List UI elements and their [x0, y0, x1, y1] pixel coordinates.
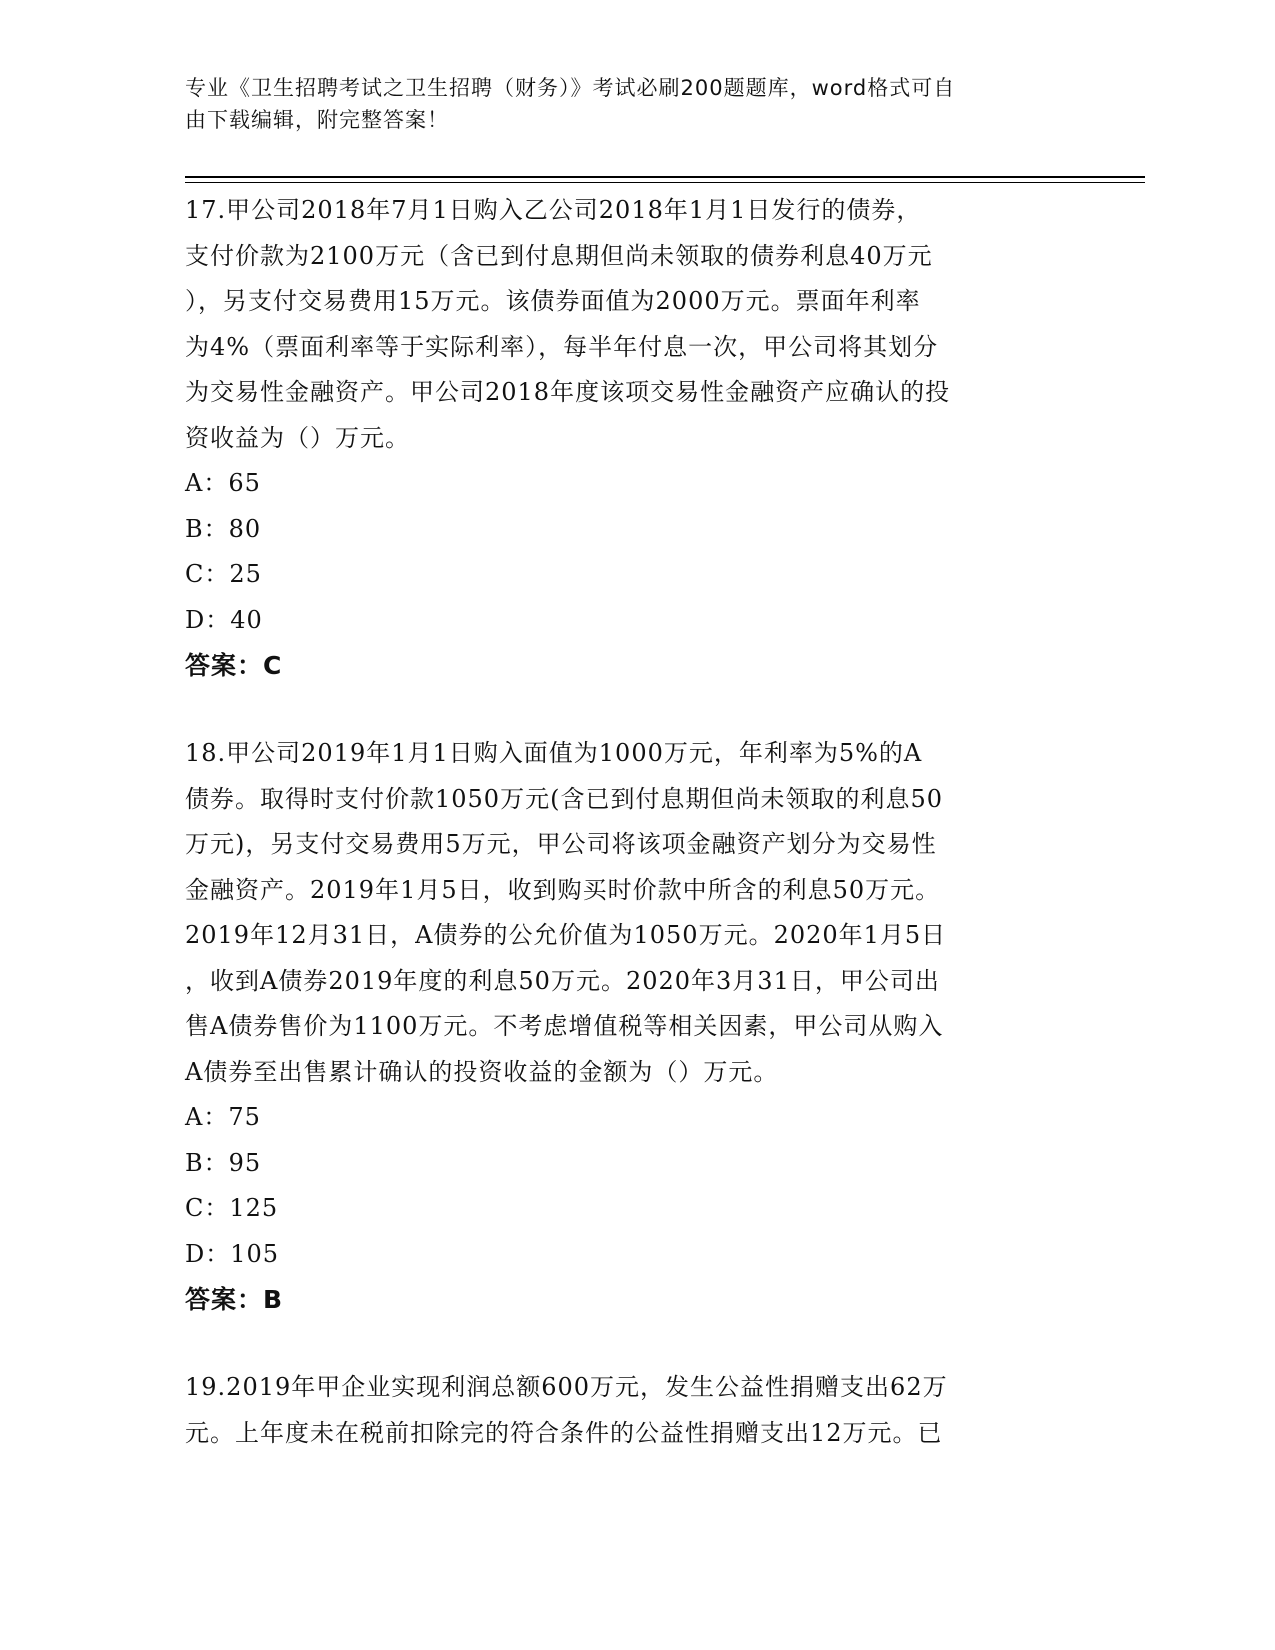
question-text-line: 售A债券售价为1100万元。不考虑增值税等相关因素，甲公司从购入 [185, 1012, 944, 1040]
question-18 [185, 731, 1085, 1323]
question-text-line: 2019年12月31日，A债券的公允价值为1050万元。2020年1月5日 [185, 921, 947, 949]
question-text-line: 资收益为（）万元。 [185, 423, 410, 452]
answer: 答案：C [185, 651, 283, 680]
option-a: A：75 [185, 1103, 261, 1131]
option-d: D：40 [185, 605, 263, 634]
question-text-line: 为交易性金融资产。甲公司2018年度该项交易性金融资产应确认的投 [185, 378, 951, 406]
question-text-line: 支付价款为2100万元（含已到付息期但尚未领取的债券利息40万元 [185, 241, 933, 270]
option-c: C：25 [185, 560, 262, 588]
question-text-line: 债券。取得时支付价款1050万元(含已到付息期但尚未领取的利息50 [185, 784, 943, 813]
answer: 答案：B [185, 1285, 284, 1314]
header-divider-thick [185, 176, 1145, 178]
question-17 [185, 188, 1085, 689]
header-line-1: 专业《卫生招聘考试之卫生招聘（财务）》考试必刷200题题库，word格式可自 [185, 76, 956, 100]
option-b: B：80 [185, 514, 262, 543]
question-19 [185, 1365, 1085, 1456]
question-text-line: 17.甲公司2018年7月1日购入乙公司2018年1月1日发行的债券， [185, 196, 922, 224]
question-text-line: 元。上年度未在税前扣除完的符合条件的公益性捐赠支出12万元。已 [185, 1418, 943, 1447]
question-text-line: ，收到A债券2019年度的利息50万元。2020年3月31日，甲公司出 [185, 966, 940, 995]
question-text-line: 金融资产。2019年1月5日，收到购买时价款中所含的利息50万元。 [185, 875, 941, 904]
question-text-line: 万元)，另支付交易费用5万元，甲公司将该项金融资产划分为交易性 [185, 830, 937, 858]
header-divider-thin [185, 182, 1145, 183]
question-text-line: 18.甲公司2019年1月1日购入面值为1000万元，年利率为5%的A [185, 739, 923, 767]
option-d: D：105 [185, 1239, 280, 1268]
header-line-2: 由下载编辑，附完整答案！ [185, 108, 449, 132]
option-c: C：125 [185, 1194, 279, 1222]
question-text-line: ），另支付交易费用15万元。该债券面值为2000万元。票面年利率 [185, 287, 921, 315]
option-a: A：65 [185, 469, 261, 497]
question-text-line: 19.2019年甲企业实现利润总额600万元，发生公益性捐赠支出62万 [185, 1373, 948, 1401]
option-b: B：95 [185, 1148, 262, 1177]
document-header [185, 72, 1085, 136]
question-text-line: 为4%（票面利率等于实际利率），每半年付息一次，甲公司将其划分 [185, 332, 939, 361]
question-text-line: A债券至出售累计确认的投资收益的金额为（）万元。 [185, 1057, 779, 1086]
